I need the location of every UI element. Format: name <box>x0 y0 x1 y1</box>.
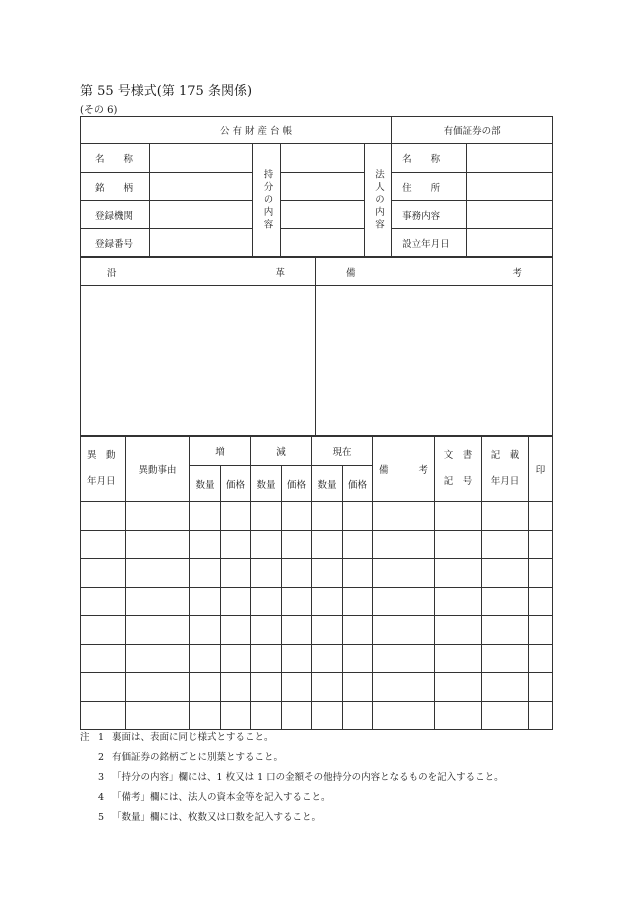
ledger-cell[interactable] <box>190 701 221 730</box>
ledger-cell[interactable] <box>373 502 435 531</box>
ledger-cell[interactable] <box>190 587 221 616</box>
ledger-row <box>81 644 553 673</box>
remarks-area[interactable] <box>316 286 553 436</box>
ledger-cell[interactable] <box>126 502 190 531</box>
ledger-cell[interactable] <box>282 530 312 559</box>
ledger-cell[interactable] <box>282 673 312 702</box>
ledger-cell[interactable] <box>81 559 126 588</box>
ledger-cell[interactable] <box>221 559 251 588</box>
ledger-cell[interactable] <box>221 644 251 673</box>
ledger-cell[interactable] <box>221 673 251 702</box>
registry-label: 登録機関 <box>81 201 150 229</box>
ledger-cell[interactable] <box>126 559 190 588</box>
registration-no-label: 登録番号 <box>81 229 150 257</box>
ledger-cell[interactable] <box>282 644 312 673</box>
ledger-row <box>81 587 553 616</box>
ledger-heading: 公 有 財 産 台 帳 <box>81 117 392 144</box>
ledger-cell[interactable] <box>190 502 221 531</box>
notes-section <box>80 731 580 831</box>
ledger-cell[interactable] <box>435 673 482 702</box>
form-subtitle: (その 6) <box>80 105 118 116</box>
ledger-cell[interactable] <box>343 673 373 702</box>
ledger-cell[interactable] <box>373 701 435 730</box>
ledger-row <box>81 530 553 559</box>
ledger-cell[interactable] <box>251 559 282 588</box>
ledger-cell[interactable] <box>435 701 482 730</box>
ledger-cell[interactable] <box>312 701 343 730</box>
ledger-cell[interactable] <box>435 644 482 673</box>
ledger-cell[interactable] <box>282 701 312 730</box>
ledger-cell[interactable] <box>312 644 343 673</box>
business-label: 事務内容 <box>392 201 467 229</box>
corporation-content-label: 法人の内容 <box>365 144 392 257</box>
ledger-cell[interactable] <box>282 502 312 531</box>
name-value[interactable] <box>150 144 253 173</box>
ledger-cell[interactable] <box>312 587 343 616</box>
change-reason-header: 異動事由 <box>126 437 190 502</box>
ledger-cell[interactable] <box>126 644 190 673</box>
ledger-cell[interactable] <box>482 644 529 673</box>
current-header: 現在 <box>312 437 373 466</box>
registry-value[interactable] <box>150 201 253 229</box>
ledger-cell[interactable] <box>190 673 221 702</box>
remarks-col-header: 備 考 <box>373 437 435 502</box>
ledger-cell[interactable] <box>81 701 126 730</box>
holding-line-2[interactable] <box>281 173 365 201</box>
note-item: 5 「数量」欄には、枚数又は口数を記入すること。 <box>98 812 322 823</box>
ledger-cell[interactable] <box>482 530 529 559</box>
holding-line-4[interactable] <box>281 229 365 257</box>
ledger-cell[interactable] <box>190 616 221 645</box>
ledger-cell[interactable] <box>529 502 553 531</box>
doc-number-header: 文 書 記 号 <box>435 437 482 502</box>
history-heading: 沿 革 <box>81 258 316 286</box>
ledger-cell[interactable] <box>190 559 221 588</box>
ledger-cell[interactable] <box>343 616 373 645</box>
corp-name-label: 名 称 <box>392 144 467 173</box>
ledger-cell[interactable] <box>251 673 282 702</box>
history-table <box>80 257 553 436</box>
business-value[interactable] <box>467 201 553 229</box>
ledger-cell[interactable] <box>482 559 529 588</box>
ledger-cell[interactable] <box>312 530 343 559</box>
ledger-cell[interactable] <box>343 644 373 673</box>
ledger-cell[interactable] <box>251 587 282 616</box>
ledger-cell[interactable] <box>373 587 435 616</box>
name-label: 名 称 <box>81 144 150 173</box>
ledger-row <box>81 673 553 702</box>
established-date-value[interactable] <box>467 229 553 257</box>
ledger-cell[interactable] <box>373 530 435 559</box>
ledger-cell[interactable] <box>221 530 251 559</box>
ledger-row <box>81 616 553 645</box>
ledger-cell[interactable] <box>282 587 312 616</box>
securities-section-heading: 有価証券の部 <box>392 117 553 144</box>
ledger-cell[interactable] <box>435 587 482 616</box>
note-item: 2 有価証券の銘柄ごとに別葉とすること。 <box>98 752 284 763</box>
form-title: 第 55 号様式(第 175 条関係) <box>80 84 253 99</box>
increase-quantity-header: 数量 <box>190 466 221 502</box>
notes-label: 注 <box>80 732 90 743</box>
property-info-table <box>80 116 553 257</box>
ledger-cell[interactable] <box>81 673 126 702</box>
current-quantity-header: 数量 <box>312 466 343 502</box>
ledger-cell[interactable] <box>81 644 126 673</box>
established-date-label: 設立年月日 <box>392 229 467 257</box>
corp-address-value[interactable] <box>467 173 553 201</box>
ledger-cell[interactable] <box>312 559 343 588</box>
ledger-cell[interactable] <box>482 701 529 730</box>
ledger-cell[interactable] <box>435 530 482 559</box>
ledger-cell[interactable] <box>81 587 126 616</box>
ledger-cell[interactable] <box>482 616 529 645</box>
ledger-cell[interactable] <box>529 587 553 616</box>
note-item: 注 1 裏面は、表面に同じ様式とすること。 <box>80 732 274 743</box>
brand-label: 銘 柄 <box>81 173 150 201</box>
ledger-cell[interactable] <box>312 616 343 645</box>
increase-header: 増 <box>190 437 251 466</box>
ledger-cell[interactable] <box>126 530 190 559</box>
ledger-cell[interactable] <box>529 616 553 645</box>
current-price-header: 価格 <box>343 466 373 502</box>
ledger-cell[interactable] <box>221 701 251 730</box>
change-date-header: 異 動 年月日 <box>81 437 126 502</box>
ledger-cell[interactable] <box>529 673 553 702</box>
ledger-cell[interactable] <box>81 616 126 645</box>
ledger-cell[interactable] <box>126 673 190 702</box>
ledger-cell[interactable] <box>482 673 529 702</box>
ledger-cell[interactable] <box>343 530 373 559</box>
registration-no-value[interactable] <box>150 229 253 257</box>
note-item: 4 「備考」欄には、法人の資本金等を記入すること。 <box>98 792 331 803</box>
ledger-cell[interactable] <box>435 616 482 645</box>
ledger-row <box>81 559 553 588</box>
ledger-cell[interactable] <box>81 530 126 559</box>
ledger-cell[interactable] <box>343 701 373 730</box>
ledger-row <box>81 502 553 531</box>
ledger-cell[interactable] <box>312 673 343 702</box>
ledger-cell[interactable] <box>251 701 282 730</box>
ledger-cell[interactable] <box>126 616 190 645</box>
ledger-cell[interactable] <box>251 644 282 673</box>
corp-name-value[interactable] <box>467 144 553 173</box>
ledger-cell[interactable] <box>435 502 482 531</box>
decrease-price-header: 価格 <box>282 466 312 502</box>
ledger-cell[interactable] <box>435 559 482 588</box>
ledger-cell[interactable] <box>343 587 373 616</box>
ledger-cell[interactable] <box>529 644 553 673</box>
ledger-cell[interactable] <box>81 502 126 531</box>
note-item: 3 「持分の内容」欄には、1 枚又は 1 口の金額その他持分の内容となるものを記入すること。 <box>98 772 504 783</box>
ledger-cell[interactable] <box>251 616 282 645</box>
ledger-cell[interactable] <box>482 502 529 531</box>
decrease-header: 減 <box>251 437 312 466</box>
ledger-cell[interactable] <box>373 616 435 645</box>
ledger-cell[interactable] <box>482 587 529 616</box>
ledger-cell[interactable] <box>282 616 312 645</box>
ledger-cell[interactable] <box>221 502 251 531</box>
corp-address-label: 住 所 <box>392 173 467 201</box>
increase-price-header: 価格 <box>221 466 251 502</box>
entry-date-header: 記 載 年月日 <box>482 437 529 502</box>
ledger-cell[interactable] <box>282 559 312 588</box>
ledger-cell[interactable] <box>221 587 251 616</box>
ledger-cell[interactable] <box>126 587 190 616</box>
ledger-cell[interactable] <box>373 559 435 588</box>
ledger-cell[interactable] <box>312 502 343 531</box>
ledger-cell[interactable] <box>529 559 553 588</box>
brand-value[interactable] <box>150 173 253 201</box>
ledger-cell[interactable] <box>126 701 190 730</box>
ledger-cell[interactable] <box>529 701 553 730</box>
ledger-row <box>81 701 553 730</box>
seal-header: 印 <box>529 437 553 502</box>
ledger-cell[interactable] <box>343 502 373 531</box>
holding-content-label: 持分の内容 <box>253 144 281 257</box>
decrease-quantity-header: 数量 <box>251 466 282 502</box>
holding-line-3[interactable] <box>281 201 365 229</box>
ledger-cell[interactable] <box>373 644 435 673</box>
ledger-cell[interactable] <box>251 530 282 559</box>
history-area[interactable] <box>81 286 316 436</box>
ledger-cell[interactable] <box>221 616 251 645</box>
ledger-cell[interactable] <box>529 530 553 559</box>
ledger-cell[interactable] <box>343 559 373 588</box>
ledger-cell[interactable] <box>190 530 221 559</box>
ledger-cell[interactable] <box>251 502 282 531</box>
remarks-heading: 備 考 <box>316 258 553 286</box>
ledger-cell[interactable] <box>190 644 221 673</box>
holding-line-1[interactable] <box>281 144 365 173</box>
change-ledger-table <box>80 436 553 730</box>
ledger-cell[interactable] <box>373 673 435 702</box>
